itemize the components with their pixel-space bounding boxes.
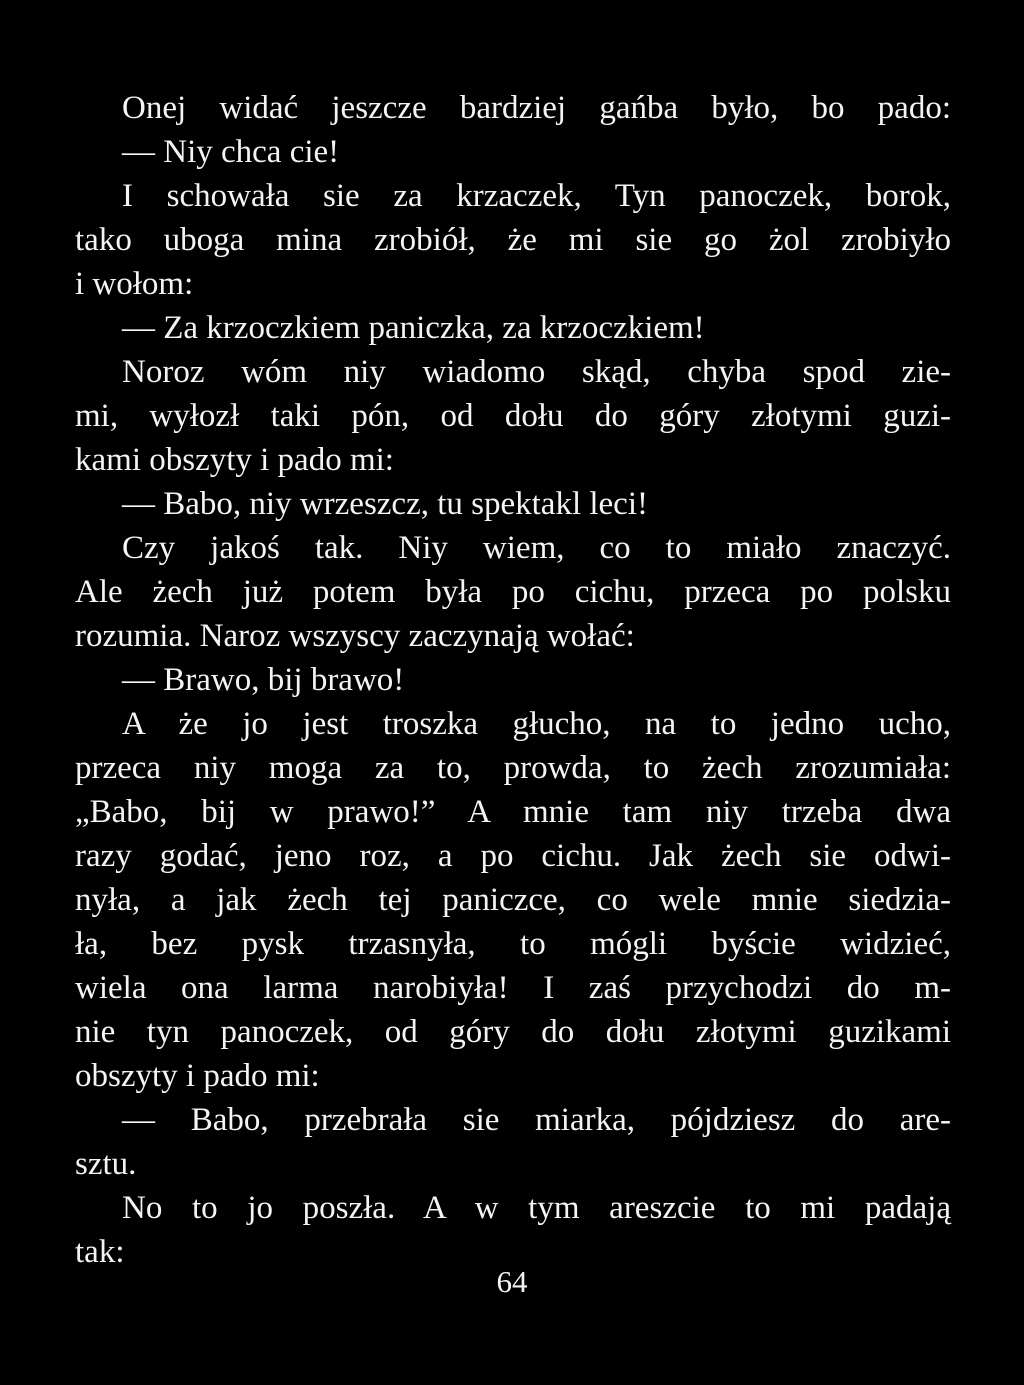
- text-line: tako uboga mina zrobiół, że mi sie go żol zrobiyło: [75, 222, 951, 258]
- text-line: mi, wyłozł taki pón, od dołu do góry złotymi guzi-: [75, 398, 951, 434]
- text-line: Onej widać jeszcze bardziej gańba było, bo pado:: [122, 90, 951, 126]
- text-line: — Babo, przebrała sie miarka, pójdziesz do are-: [122, 1102, 951, 1138]
- text-line: razy godać, jeno roz, a po cichu. Jak żech sie odwi-: [75, 838, 951, 874]
- text-line: obszyty i pado mi:: [75, 1058, 320, 1094]
- text-line: przeca niy moga za to, prowda, to żech zrozumiała:: [75, 750, 951, 786]
- text-line: — Niy chca cie!: [122, 134, 340, 170]
- text-line: Noroz wóm niy wiadomo skąd, chyba spod zie-: [122, 354, 951, 390]
- text-line: I schowała sie za krzaczek, Tyn panoczek, borok,: [122, 178, 951, 214]
- text-line: tak:: [75, 1234, 125, 1270]
- text-line: sztu.: [75, 1146, 137, 1182]
- text-line: nyła, a jak żech tej paniczce, co wele mnie siedzia-: [75, 882, 951, 918]
- text-line: „Babo, bij w prawo!” A mnie tam niy trzeba dwa: [75, 794, 951, 830]
- text-line: nie tyn panoczek, od góry do dołu złotymi guzikami: [75, 1014, 951, 1050]
- text-line: Ale żech już potem była po cichu, przeca po polsku: [75, 574, 951, 610]
- text-line: rozumia. Naroz wszyscy zaczynają wołać:: [75, 618, 635, 654]
- text-line: i wołom:: [75, 266, 194, 302]
- text-line: A że jo jest troszka głucho, na to jedno ucho,: [122, 706, 951, 742]
- text-line: — Za krzoczkiem paniczka, za krzoczkiem!: [122, 310, 705, 346]
- page-number: 64: [496, 1264, 528, 1299]
- text-line: wiela ona larma narobiyła! I zaś przychodzi do m-: [75, 970, 951, 1006]
- text-line: Czy jakoś tak. Niy wiem, co to miało znaczyć.: [122, 530, 951, 566]
- text-line: — Brawo, bij brawo!: [122, 662, 405, 698]
- text-line: kami obszyty i pado mi:: [75, 442, 394, 478]
- text-line: — Babo, niy wrzeszcz, tu spektakl leci!: [122, 486, 648, 522]
- text-line: ła, bez pysk trzasnyła, to mógli byście widzieć,: [75, 926, 951, 962]
- text-line: No to jo poszła. A w tym areszcie to mi padają: [122, 1190, 951, 1226]
